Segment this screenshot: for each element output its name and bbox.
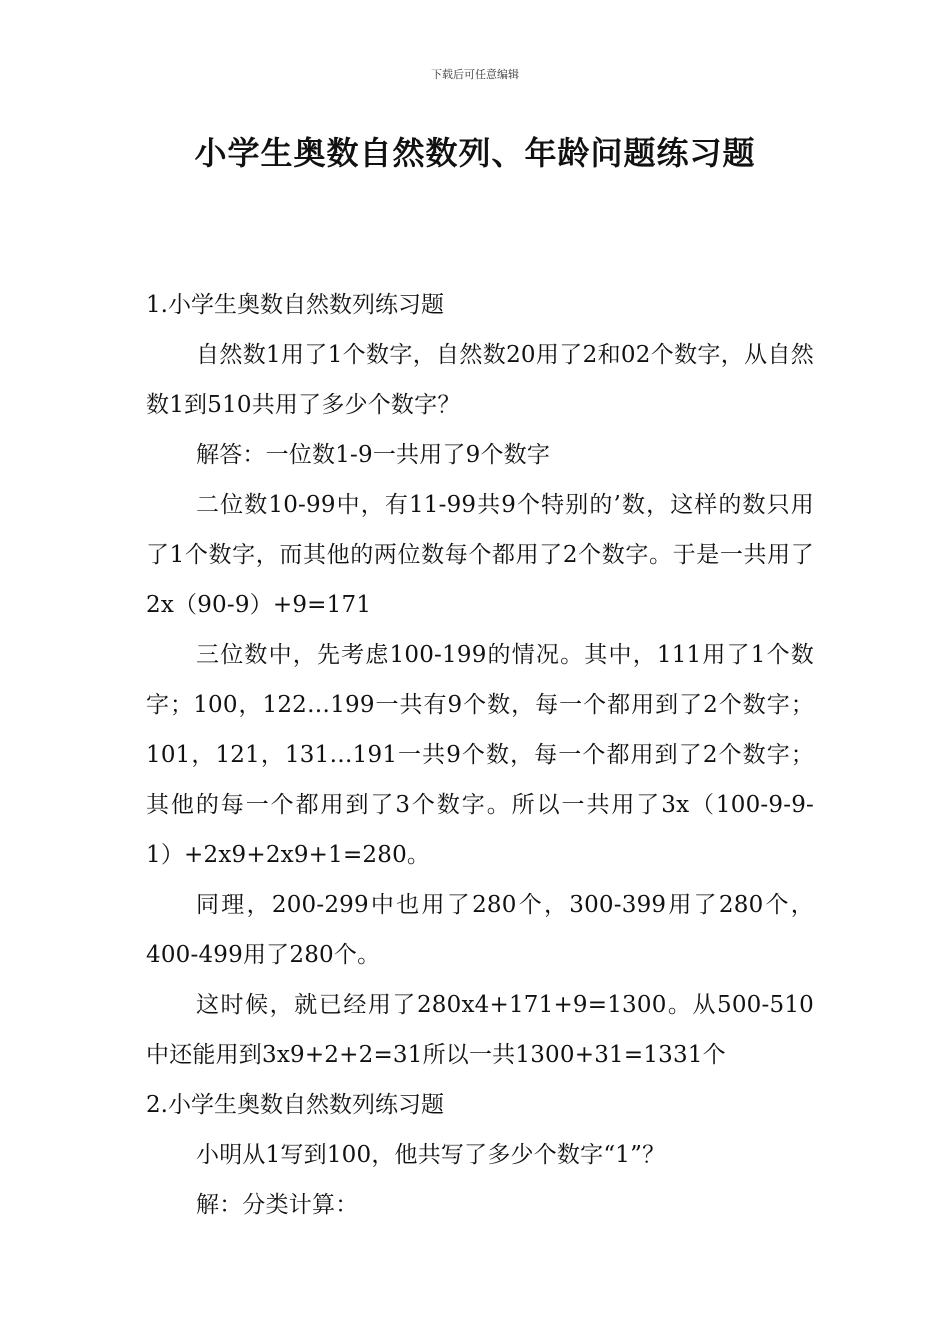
document-body — [146, 280, 814, 1230]
section-1-similarly: 同理，200-299中也用了280个，300-399用了280个，400-499用了280个。 — [146, 892, 814, 968]
section-1-question: 自然数1用了1个数字，自然数20用了2和02个数字，从自然数1到510共用了多少个数字？ — [146, 342, 814, 418]
header-note: 下载后可任意编辑 — [431, 68, 519, 81]
section-1-three-digit: 三位数中，先考虑100-199的情况。其中，111用了1个数字；100，122…199一共有9个数，每一个都用到了2个数字；101，121，131…191一共9个数，每一个都用到了2个数字；其他的每一个都用到了3个数字。所以一共用了3x（100-9-9-1）+2x9+2x9+1=280。 — [146, 642, 814, 868]
section-1-heading: 1.小学生奥数自然数列练习题 — [146, 292, 444, 318]
section-1-answer-intro: 解答：一位数1-9一共用了9个数字 — [196, 442, 551, 468]
section-2-heading: 2.小学生奥数自然数列练习题 — [146, 1092, 444, 1118]
section-1-conclusion: 这时候，就已经用了280x4+171+9=1300。从500-510中还能用到3x9+2+2=31所以一共1300+31=1331个 — [146, 992, 814, 1068]
document-title: 小学生奥数自然数列、年龄问题练习题 — [194, 134, 756, 172]
section-2-question: 小明从1写到100，他共写了多少个数字“1”？ — [196, 1142, 666, 1168]
section-1-two-digit: 二位数10-99中，有11-99共9个特别的’数，这样的数只用了1个数字，而其他的两位数每个都用了2个数字。于是一共用了2x（90-9）+9=171 — [146, 492, 814, 618]
section-2-answer-intro: 解：分类计算： — [196, 1192, 359, 1218]
